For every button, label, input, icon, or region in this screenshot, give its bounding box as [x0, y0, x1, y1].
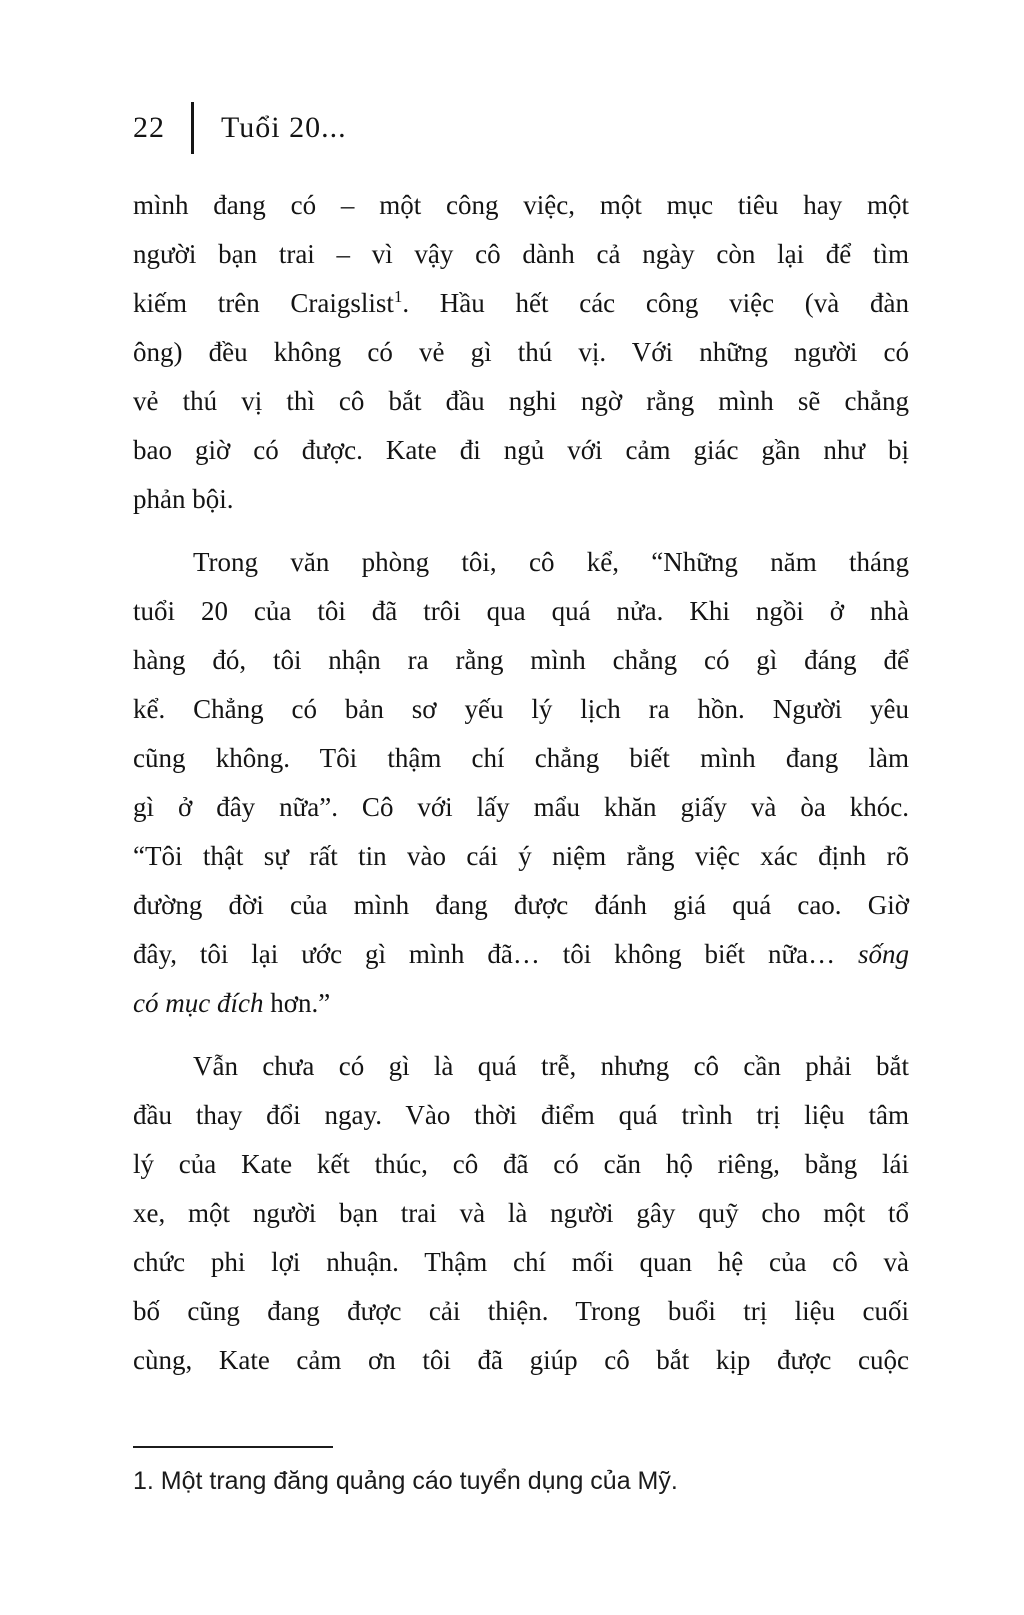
page-number: 22 — [133, 111, 165, 144]
text-line: lý của Kate kết thúc, cô đã có căn hộ riêng, bằng lái — [133, 1149, 909, 1179]
paragraph — [133, 538, 909, 1028]
header-divider — [191, 102, 194, 154]
text-line: bao giờ có được. Kate đi ngủ với cảm giác gần như bị — [133, 435, 909, 465]
text-line: “Tôi thật sự rất tin vào cái ý niệm rằng việc xác định rõ — [133, 841, 909, 871]
text-line: kiếm trên Craigslist$^1$. Hầu hết các công việc (và đàn — [133, 287, 909, 318]
text-line: bố cũng đang được cải thiện. Trong buổi trị liệu cuối — [133, 1296, 909, 1326]
text-line: người bạn trai – vì vậy cô dành cả ngày còn lại để tìm — [133, 239, 909, 269]
text-line: xe, một người bạn trai và là người gây quỹ cho một tổ — [133, 1198, 909, 1228]
text-line: tuổi 20 của tôi đã trôi qua quá nửa. Khi ngồi ở nhà — [133, 596, 909, 626]
text-line: đầu thay đổi ngay. Vào thời điểm quá trình trị liệu tâm — [133, 1100, 909, 1130]
text-line: cùng, Kate cảm ơn tôi đã giúp cô bắt kịp được cuộc — [133, 1345, 909, 1375]
text-line: ông) đều không có vẻ gì thú vị. Với những người có — [133, 337, 909, 367]
running-title: Tuổi 20... — [221, 111, 347, 144]
text-line: vẻ thú vị thì cô bắt đầu nghi ngờ rằng mình sẽ chẳng — [133, 386, 909, 416]
text-line: phản bội. — [133, 484, 234, 514]
text-line: chức phi lợi nhuận. Thậm chí mối quan hệ của cô và — [133, 1247, 909, 1277]
text-line: đây, tôi lại ước gì mình đã… tôi không biết nữa… sống — [133, 939, 909, 969]
text-line: kể. Chẳng có bản sơ yếu lý lịch ra hồn. Người yêu — [133, 694, 909, 724]
page-header — [133, 100, 347, 156]
footnote-rule — [133, 1446, 333, 1448]
text-block — [133, 181, 909, 1385]
paragraph — [133, 181, 909, 524]
text-line: gì ở đây nữa”. Cô với lấy mẩu khăn giấy và òa khóc. — [133, 792, 909, 822]
text-line: có mục đích hơn.” — [133, 988, 331, 1018]
footnote: 1. Một trang đăng quảng cáo tuyển dụng của Mỹ. — [133, 1467, 678, 1495]
text-line: cũng không. Tôi thậm chí chẳng biết mình đang làm — [133, 743, 909, 773]
text-line: mình đang có – một công việc, một mục tiêu hay một — [133, 190, 909, 220]
text-line: Vẫn chưa có gì là quá trễ, nhưng cô cần phải bắt — [193, 1051, 909, 1081]
paragraph — [133, 1042, 909, 1385]
text-line: hàng đó, tôi nhận ra rằng mình chẳng có gì đáng để — [133, 645, 909, 675]
text-line: Trong văn phòng tôi, cô kể, “Những năm tháng — [193, 547, 909, 577]
text-line: đường đời của mình đang được đánh giá quá cao. Giờ — [133, 890, 909, 920]
